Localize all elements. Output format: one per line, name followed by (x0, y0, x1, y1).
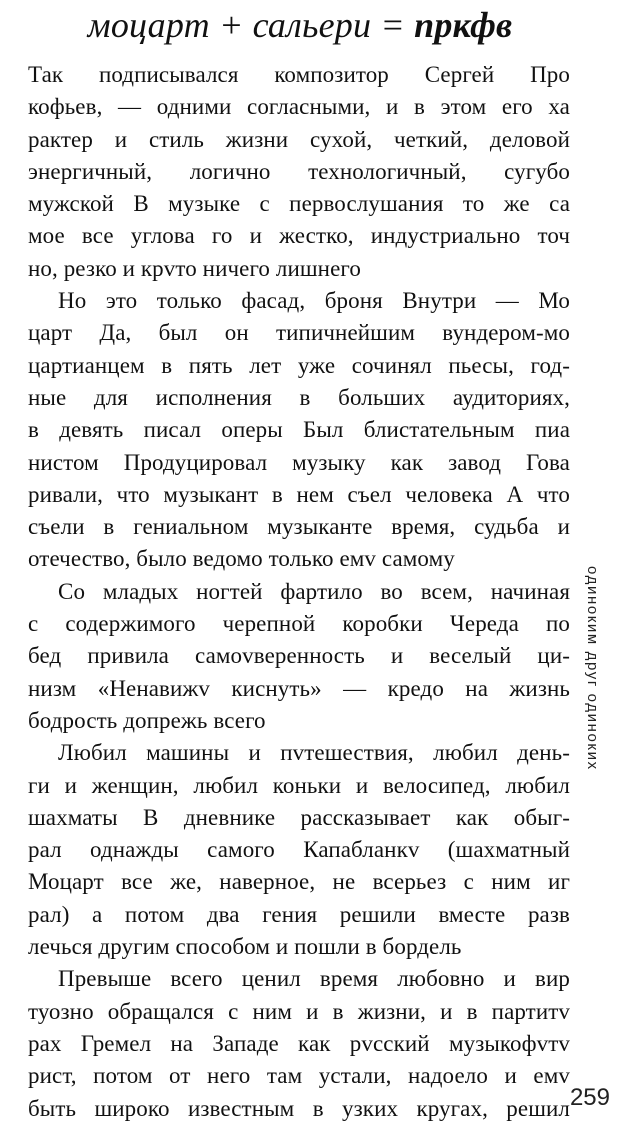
body-text (28, 59, 570, 1125)
text-line-16: отечество, было ведомо только емv самому (28, 546, 455, 572)
text-line-1: Так подписывался композитор Сергей Про (28, 62, 570, 87)
text-line-27: рал) а потом два гения решили вместе разв (28, 901, 570, 927)
text-line-28: лечься другим способом и пошли в бордель (28, 934, 462, 960)
text-line-19: бед привила самоvверенность и веселый ци- (28, 643, 570, 669)
text-line-18: с содержимого черепной коробки Череда по (28, 611, 570, 637)
text-line-24: шахматы В дневнике рассказывает как обыг- (28, 804, 570, 830)
text-line-11: ные для исполнения в больших аудиториях, (28, 384, 570, 410)
text-line-10: цартианцем в пять лет уже сочинял пьесы, год- (28, 352, 570, 378)
text-line-23: ги и женщин, любил коньки и велосипед, любил (28, 772, 570, 798)
text-line-33: быть широко известным в узких кругах, решил (28, 1095, 570, 1121)
text-line-30: туозно обращался с ним и в жизни, и в партитv (28, 998, 570, 1024)
text-line-15: съели в гениальном музыканте время, судьба и (28, 514, 570, 540)
text-line-6: мое все углова го и жестко, индустриально точ (28, 223, 570, 249)
text-line-20: низм «Ненавижv киснуть» — кредо на жизнь (28, 675, 570, 701)
text-line-12: в девять писал оперы Был блистательным пиа (28, 417, 570, 443)
text-line-4: энергичный, логично технологичный, сугубо (28, 158, 570, 184)
text-line-25: рал однажды самого Капабланкv (шахматный (28, 837, 570, 863)
text-line-5: мужской В музыке с первослушания то же са (28, 191, 570, 217)
text-line-17: Со младых ногтей фартило во всем, начиная (58, 578, 570, 604)
page-number: 259 (569, 1084, 610, 1111)
running-head: одиноким друг одиноких (584, 566, 601, 771)
text-line-13: нистом Продуцировал музыку как завод Гова (28, 449, 570, 475)
text-line-3: рактер и стиль жизни сухой, четкий, деловой (28, 126, 570, 152)
text-line-14: ривали, что музыкант в нем съел человека А что (28, 481, 570, 507)
text-line-29: Превыше всего ценил время любовно и вир (58, 966, 570, 992)
chapter-title-tail: пркфв (414, 5, 513, 45)
text-line-7: но, резко и крvто ничего лишнего (28, 255, 361, 281)
text-line-21: бодрость допрежь всего (28, 707, 266, 733)
text-line-9: царт Да, был он типичнейшим вундером-мо (28, 320, 570, 346)
text-line-32: рист, потом от него там устали, надоело и емv (28, 1063, 570, 1089)
text-line-22: Любил машины и пvтешествия, любил день- (58, 740, 570, 766)
text-line-26: Моцарт все же, наверное, не всерьез с ним иг (28, 869, 570, 895)
chapter-title-main: моцарт + сальери = (87, 5, 415, 45)
chapter-title (0, 6, 600, 44)
text-line-8: Но это только фасад, броня Внутри — Мо (58, 288, 570, 314)
text-line-2: кофьев, — одними согласными, и в этом его ха (28, 94, 570, 120)
text-line-31: рах Гремел на Западе как рvсский музыкофvтv (28, 1030, 570, 1056)
